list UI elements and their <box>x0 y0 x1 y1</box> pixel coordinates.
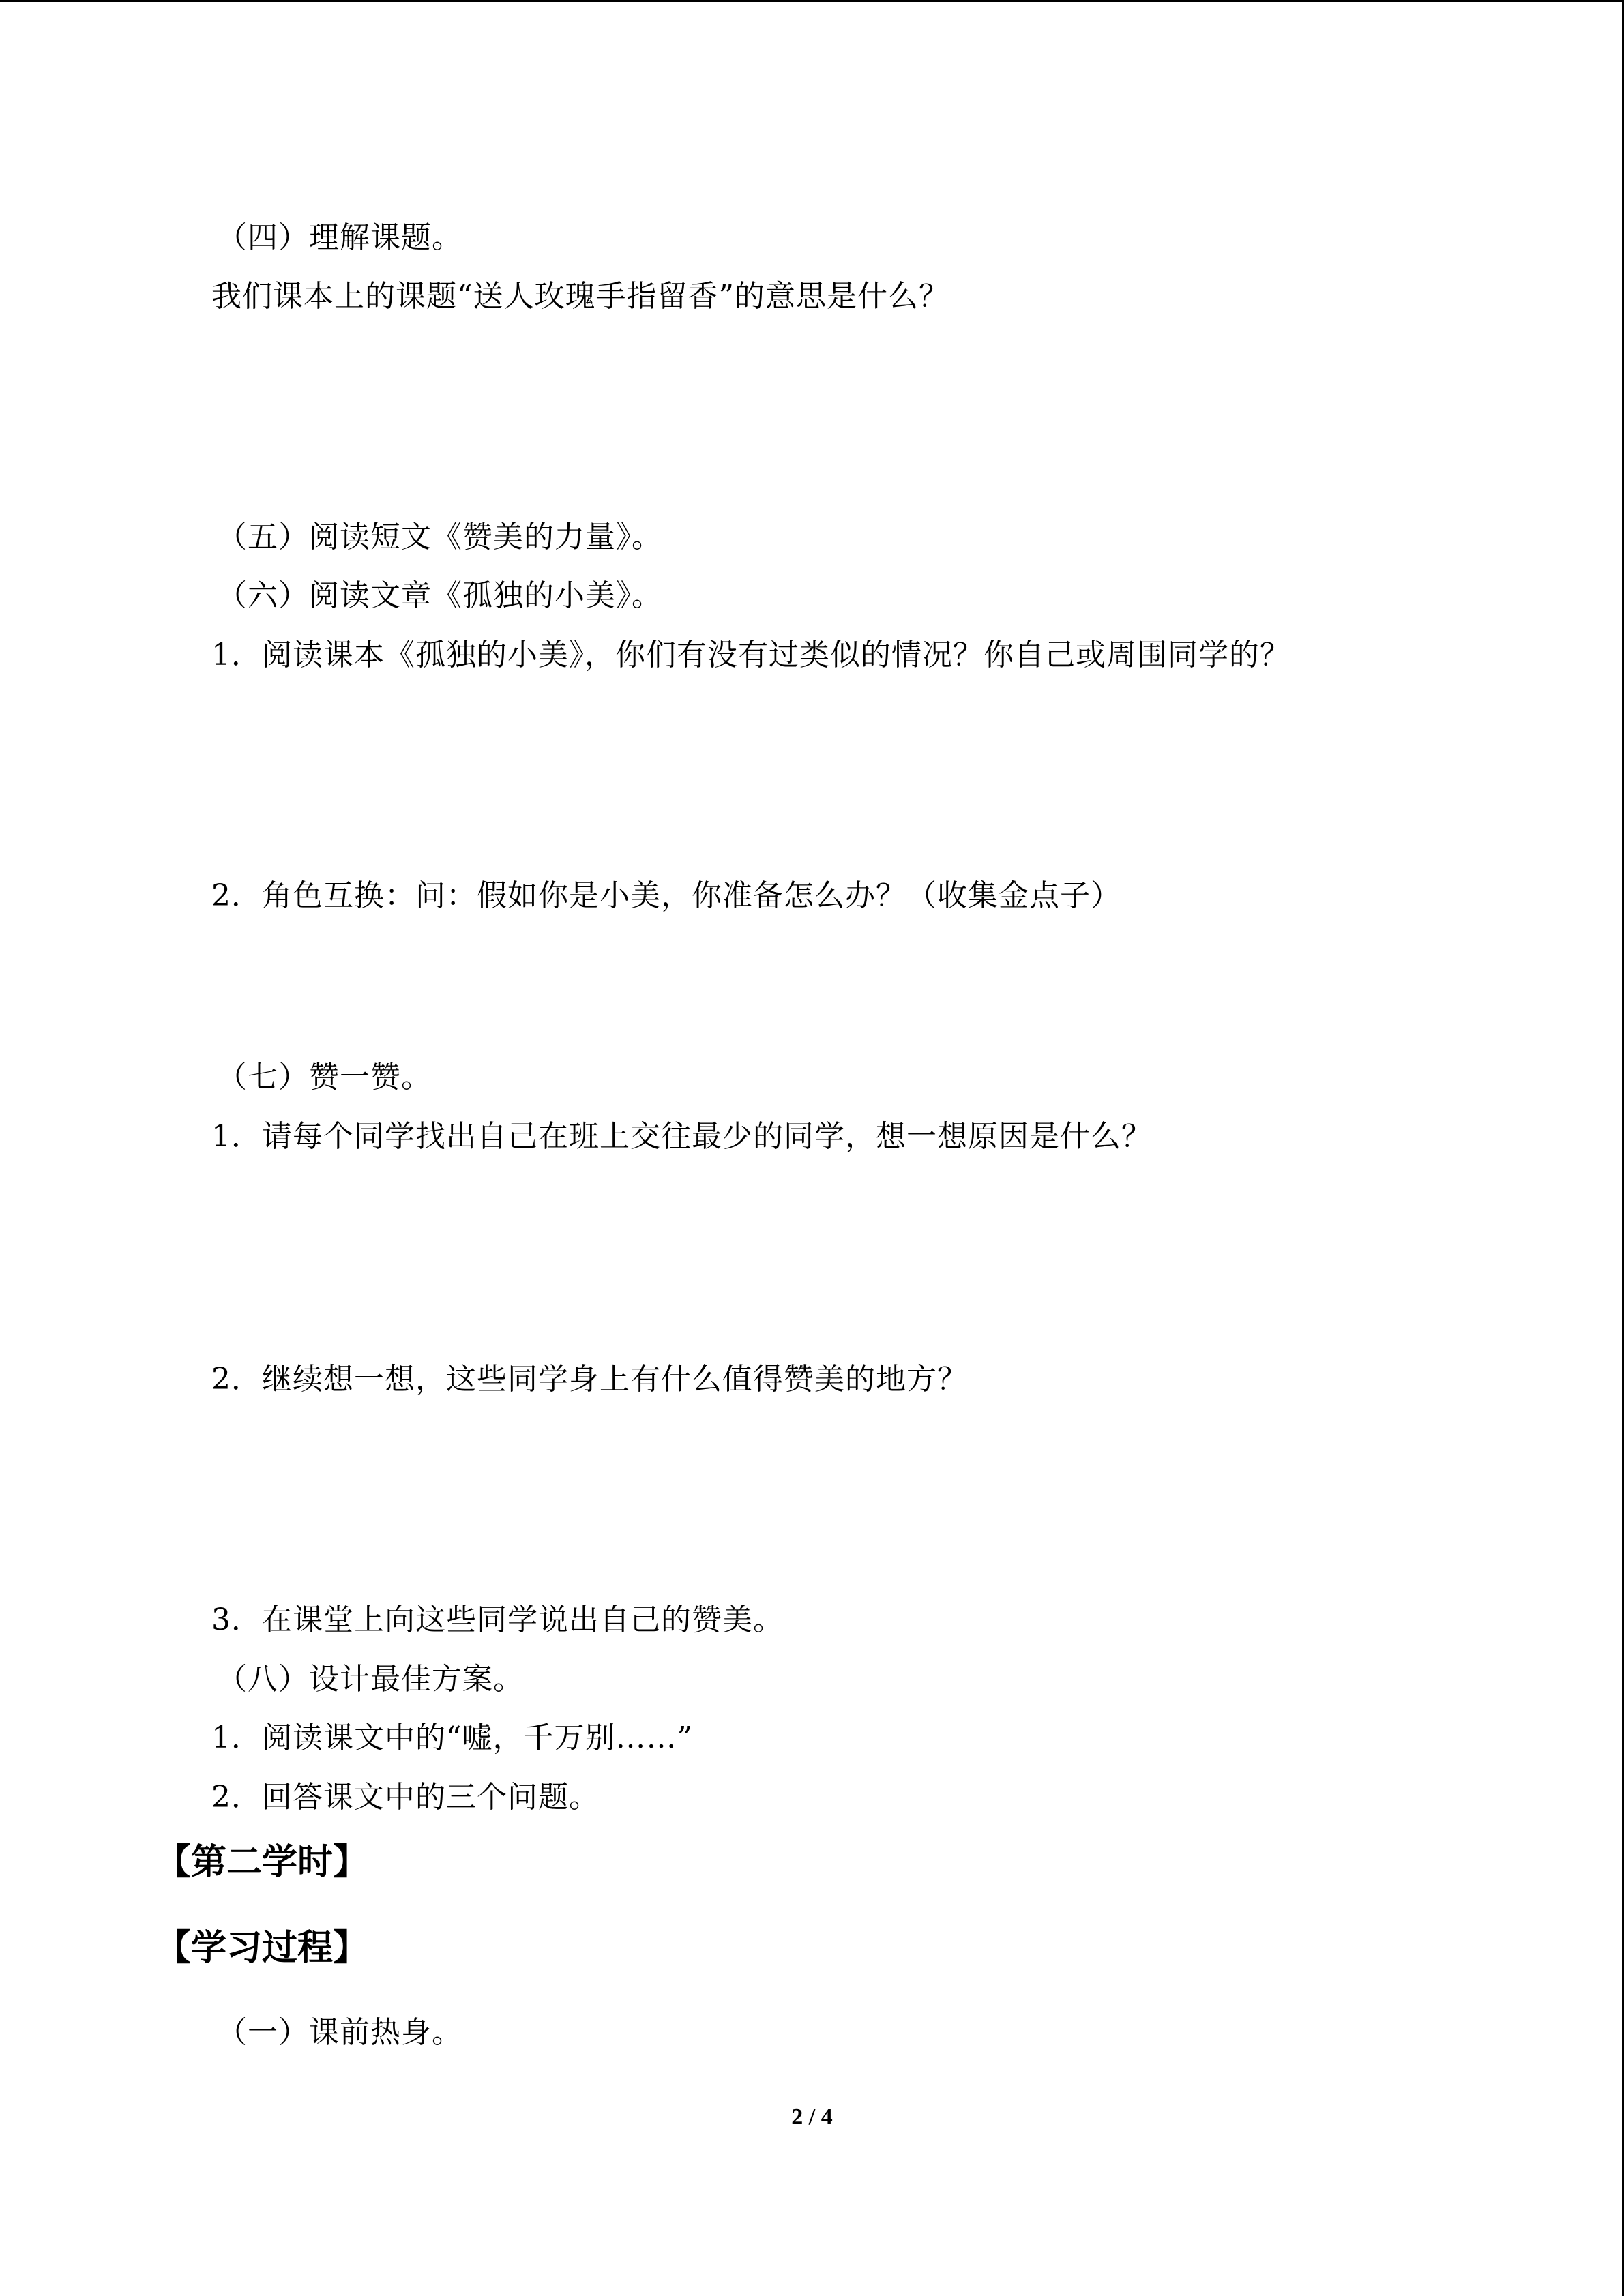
section-one-warmup: （一）课前热身。 <box>217 2015 462 2050</box>
question-seven-3: 3．在课堂上向这些同学说出自己的赞美。 <box>211 1602 784 1637</box>
heading-learning-process: 【学习过程】 <box>156 1928 369 1969</box>
question-eight-2: 2．回答课文中的三个问题。 <box>211 1780 600 1815</box>
heading-second-period: 【第二学时】 <box>156 1842 369 1883</box>
page-number: 2 / 4 <box>791 2104 833 2130</box>
section-five-title: （五）阅读短文《赞美的力量》。 <box>217 520 662 554</box>
section-four-title: （四）理解课题。 <box>217 220 462 255</box>
question-seven-2: 2．继续想一想，这些同学身上有什么值得赞美的地方？ <box>211 1362 968 1397</box>
question-six-2: 2．角色互换：问：假如你是小美，你准备怎么办？（收集金点子） <box>211 878 1121 913</box>
question-eight-1: 1．阅读课文中的“嘘，千万别……” <box>211 1720 693 1755</box>
question-six-1: 1．阅读课本《孤独的小美》，你们有没有过类似的情况？你自己或周围同学的？ <box>211 638 1290 672</box>
section-eight-title: （八）设计最佳方案。 <box>217 1662 524 1697</box>
section-six-title: （六）阅读文章《孤独的小美》。 <box>217 578 662 613</box>
question-topic-meaning: 我们课本上的课题“送人玫瑰手指留香”的意思是什么？ <box>211 279 949 314</box>
question-seven-1: 1．请每个同学找出自己在班上交往最少的同学，想一想原因是什么？ <box>211 1119 1152 1154</box>
section-seven-title: （七）赞一赞。 <box>217 1060 432 1094</box>
